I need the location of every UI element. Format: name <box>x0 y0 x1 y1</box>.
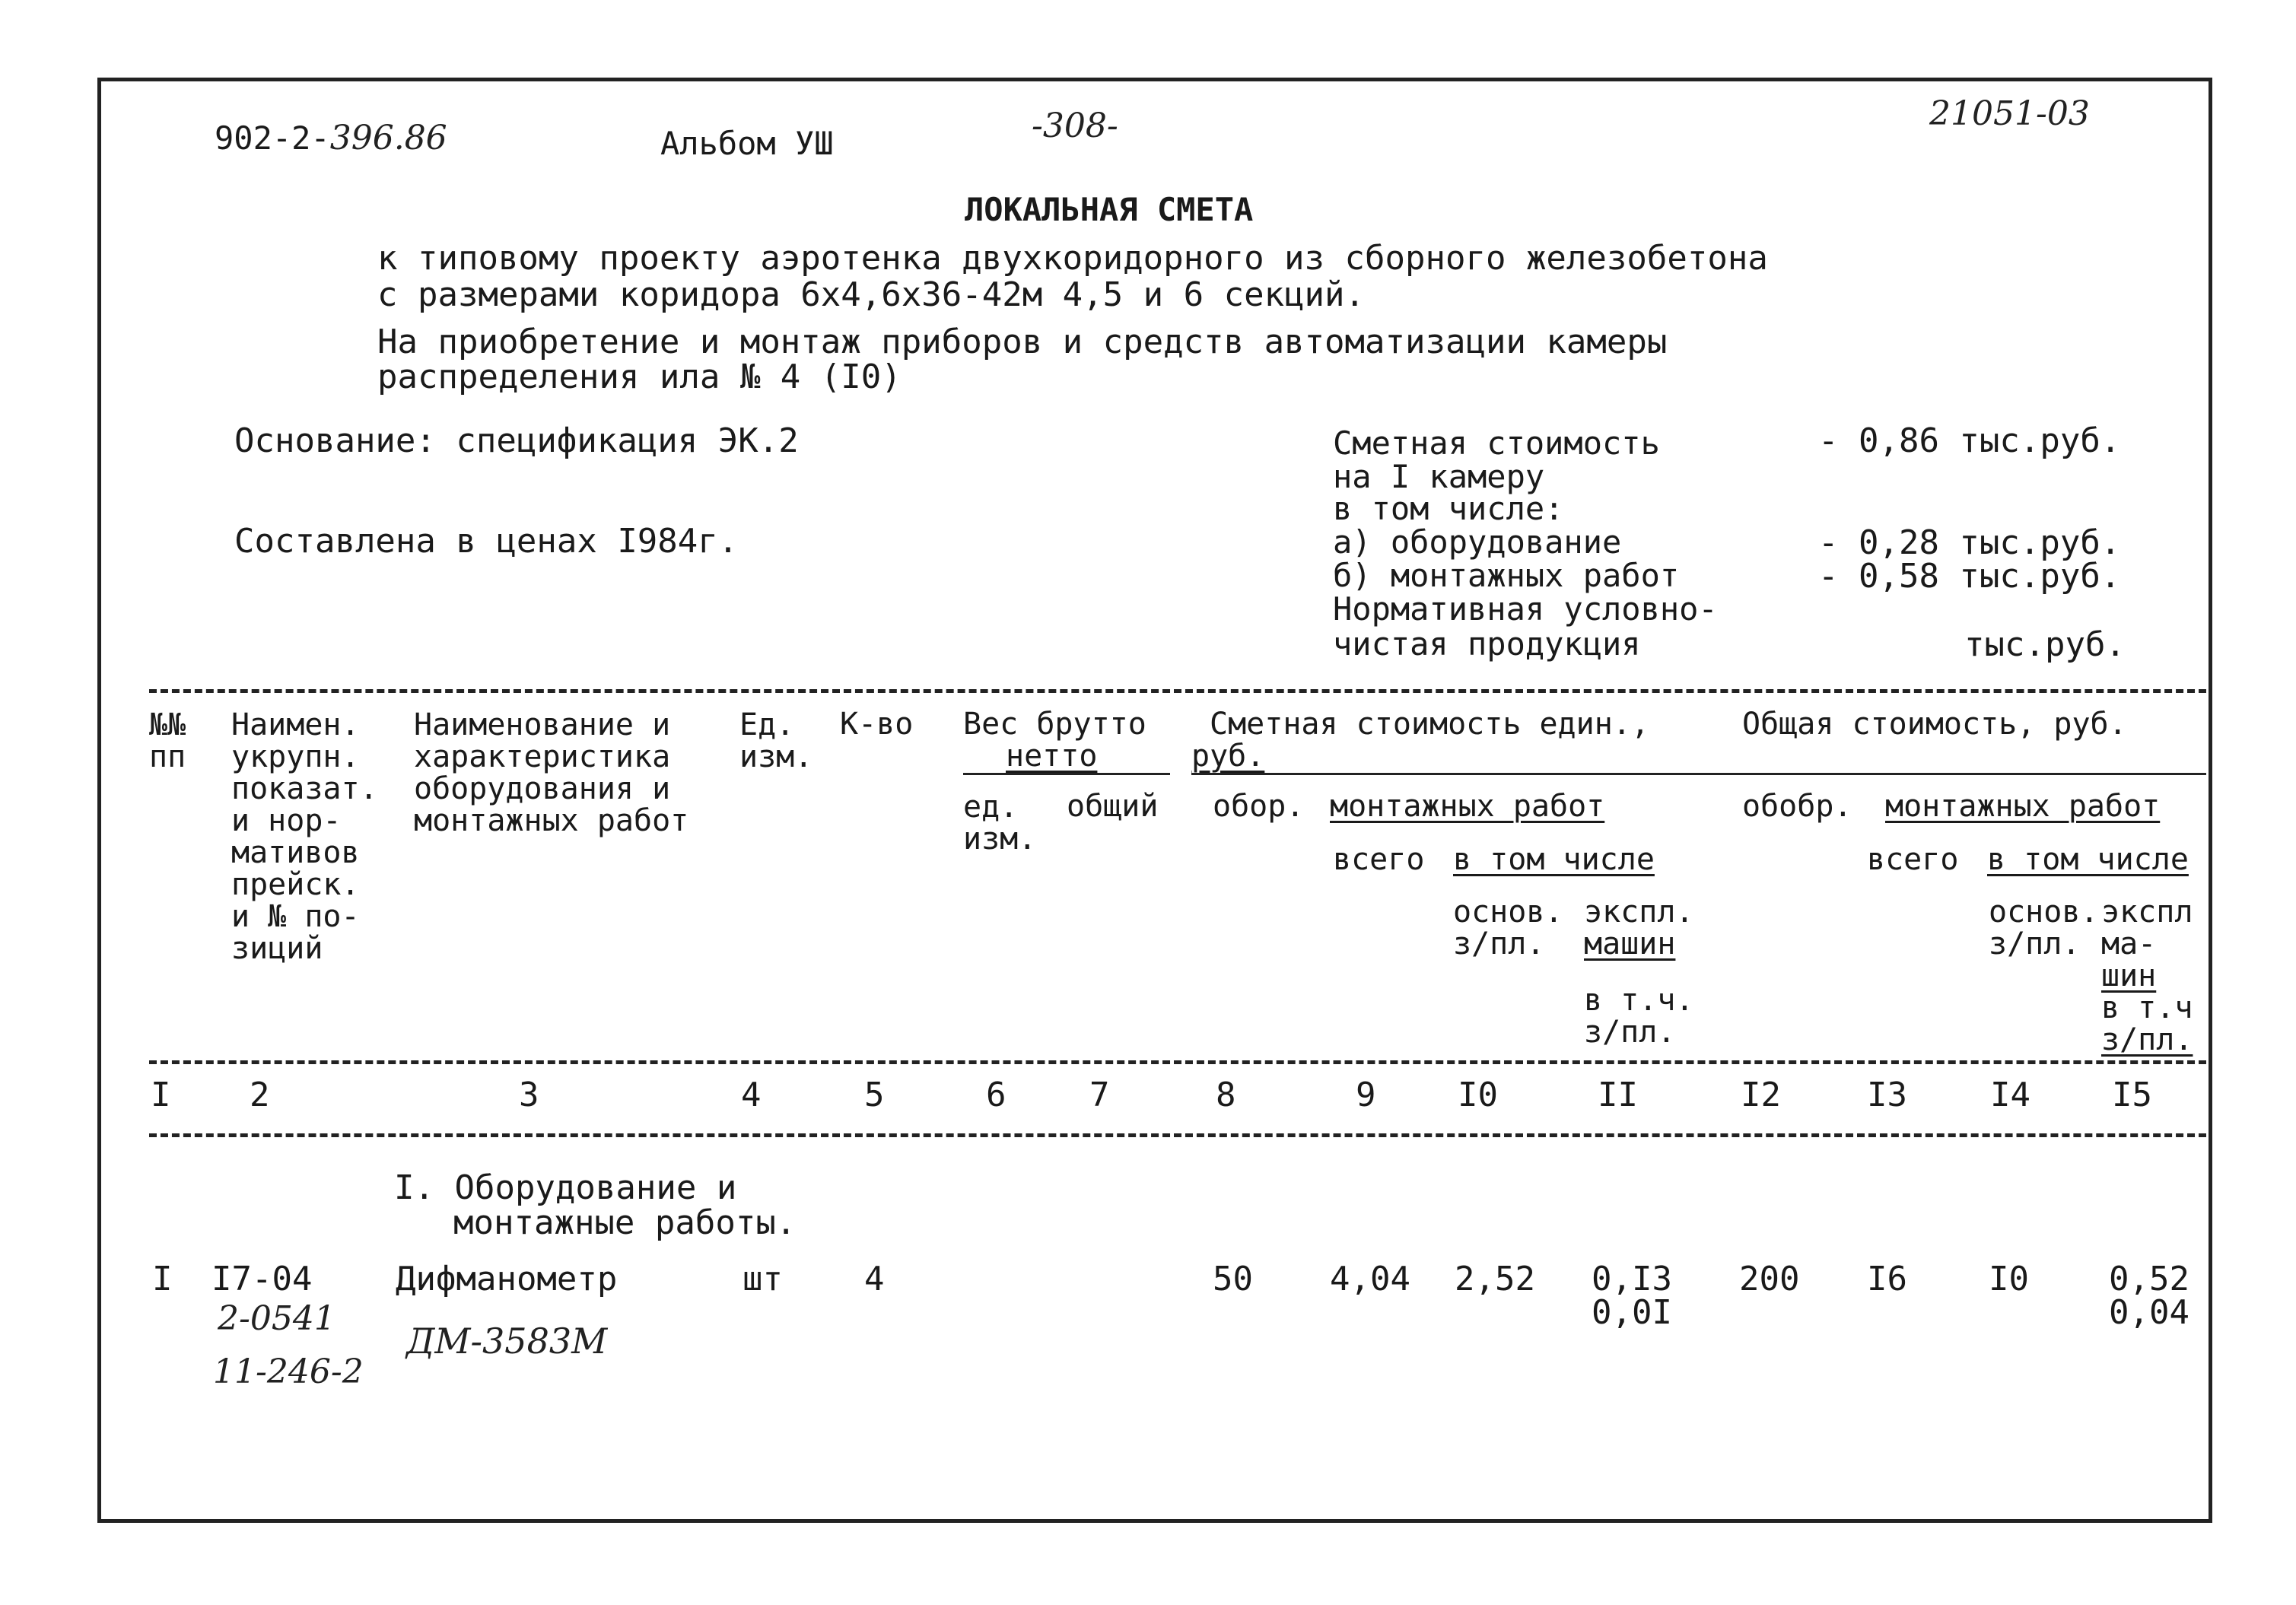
header-bottom-rule <box>149 1060 2206 1064</box>
cost-summary-line-1: Сметная стоимость <box>1333 424 1660 462</box>
header-total-cost-title: Общая стоимость, руб. <box>1742 707 2127 742</box>
header-weight-subtitle: нетто <box>1006 739 1098 774</box>
row-code: I7-04 <box>211 1260 313 1298</box>
column-numbers-rule <box>149 1133 2206 1137</box>
col-number-7: 7 <box>1089 1076 1110 1114</box>
header-col-12: обобр. <box>1742 789 1852 824</box>
header-col-9: всего <box>1333 842 1425 877</box>
cost-summary-line-4: а) оборудование <box>1333 523 1622 561</box>
row-total-base-wage: I0 <box>1989 1260 2029 1298</box>
col-number-13: I3 <box>1867 1076 1907 1114</box>
col-number-10: I0 <box>1458 1076 1498 1114</box>
row-total-machines: 0,52 <box>2109 1260 2189 1298</box>
cost-group-rule <box>1191 773 2206 775</box>
album-label: Альбом УШ <box>660 125 834 162</box>
col-number-2: 2 <box>250 1076 270 1114</box>
header-col-5: К-во <box>840 707 914 742</box>
col-number-5: 5 <box>864 1076 885 1114</box>
header-col-4: Ед. изм. <box>739 707 813 774</box>
labor-cost-value: - 0,58 тыс.руб. <box>1818 557 2121 596</box>
row-quantity: 4 <box>864 1260 885 1298</box>
purpose-line-1: На приобретение и монтаж приборов и средств автоматизации камеры <box>377 323 1668 361</box>
col-number-12: I2 <box>1741 1076 1781 1114</box>
header-col-10: основ. з/пл. <box>1453 895 1563 961</box>
col-number-8: 8 <box>1216 1076 1236 1114</box>
row-labor-total: 4,04 <box>1330 1260 1410 1298</box>
document-number: 21051-03 <box>1929 94 2090 133</box>
row-labor-machines-wage: 0,0I <box>1592 1293 1672 1332</box>
subtitle-line-2: с размерами коридора 6х4,6х36-42м 4,5 и 6 секций. <box>377 275 1366 314</box>
header-total-incl: в том числе <box>1987 842 2189 877</box>
equipment-cost-value: - 0,28 тыс.руб. <box>1818 523 2121 562</box>
page-number: -308- <box>1032 106 1118 145</box>
row-unit: шт <box>743 1260 783 1298</box>
header-col-13: всего <box>1867 842 1959 877</box>
header-unit-cost-title: Сметная стоимость един., <box>1210 707 1649 742</box>
header-weight-title: Вес брутто <box>963 707 1146 742</box>
subtitle-line-1: к типовому проекту аэротенка двухкоридорного из сборного железобетона <box>377 239 1768 278</box>
row-code-handwritten-2: 11-246-2 <box>213 1352 364 1391</box>
col-number-14: I4 <box>1990 1076 2030 1114</box>
project-code: 902-2-396.86 <box>215 119 447 157</box>
row-total-equipment: 200 <box>1739 1260 1800 1298</box>
col-number-11: II <box>1598 1076 1638 1114</box>
row-labor-machines: 0,I3 <box>1592 1260 1672 1298</box>
col-number-1: I <box>151 1076 171 1114</box>
header-col-3: Наименование и характеристика оборудования и монтажных работ <box>414 707 689 838</box>
row-total-machines-wage: 0,04 <box>2109 1293 2189 1332</box>
section-heading-line-2: монтажные работы. <box>453 1203 797 1242</box>
header-total-labor: монтажных работ <box>1885 789 2161 824</box>
header-unit-cost-rub: руб. <box>1191 739 1265 774</box>
header-col-11: экспл. машин в т.ч. з/пл. <box>1584 895 1694 1050</box>
header-col-15: экспл ма- шин в т.ч з/пл. <box>2101 895 2193 1057</box>
cost-summary-line-5: б) монтажных работ <box>1333 557 1680 594</box>
table-top-rule <box>149 689 2206 693</box>
header-unit-labor: монтажных работ <box>1330 789 1605 824</box>
project-code-handwritten: 396.86 <box>329 119 447 157</box>
header-col-6: ед. изм. <box>963 790 1037 857</box>
prices-line: Составлена в ценах I984г. <box>234 522 739 561</box>
header-col-8: обор. <box>1213 789 1305 824</box>
row-item-name: Дифманометр <box>396 1260 618 1298</box>
row-total-labor: I6 <box>1867 1260 1907 1298</box>
cost-summary-line-2: на I камеру <box>1333 458 1545 495</box>
row-code-handwritten-1: 2-0541 <box>218 1299 335 1338</box>
header-col-7: общий <box>1067 789 1159 824</box>
purpose-line-2: распределения ила № 4 (I0) <box>377 358 902 396</box>
cost-summary-line-7: чистая продукция <box>1333 625 1641 663</box>
cost-summary-line-3: в том числе: <box>1333 490 1564 527</box>
col-number-9: 9 <box>1356 1076 1376 1114</box>
row-equipment-unit-cost: 50 <box>1213 1260 1253 1298</box>
row-item-model-handwritten: ДМ-3583М <box>406 1321 608 1362</box>
header-unit-incl: в том числе <box>1453 842 1655 877</box>
col-number-4: 4 <box>741 1076 762 1114</box>
section-heading-line-1: I. Оборудование и <box>394 1168 737 1207</box>
col-number-15: I5 <box>2112 1076 2152 1114</box>
total-cost-value: - 0,86 тыс.руб. <box>1818 421 2121 460</box>
net-product-value: тыс.руб. <box>1964 625 2126 664</box>
document-title: ЛОКАЛЬНАЯ СМЕТА <box>965 191 1254 228</box>
row-labor-base-wage: 2,52 <box>1455 1260 1535 1298</box>
header-col-14: основ. з/пл. <box>1989 895 2099 961</box>
row-number: I <box>152 1260 173 1298</box>
basis-line: Основание: спецификация ЭК.2 <box>234 421 799 460</box>
col-number-3: 3 <box>519 1076 539 1114</box>
header-col-1: №№ пп <box>149 707 186 774</box>
cost-summary-line-6: Нормативная условно- <box>1333 590 1718 628</box>
header-col-2: Наимен. укрупн. показат. и нор- мативов прейск. и № по- зиций <box>231 707 378 966</box>
col-number-6: 6 <box>986 1076 1006 1114</box>
